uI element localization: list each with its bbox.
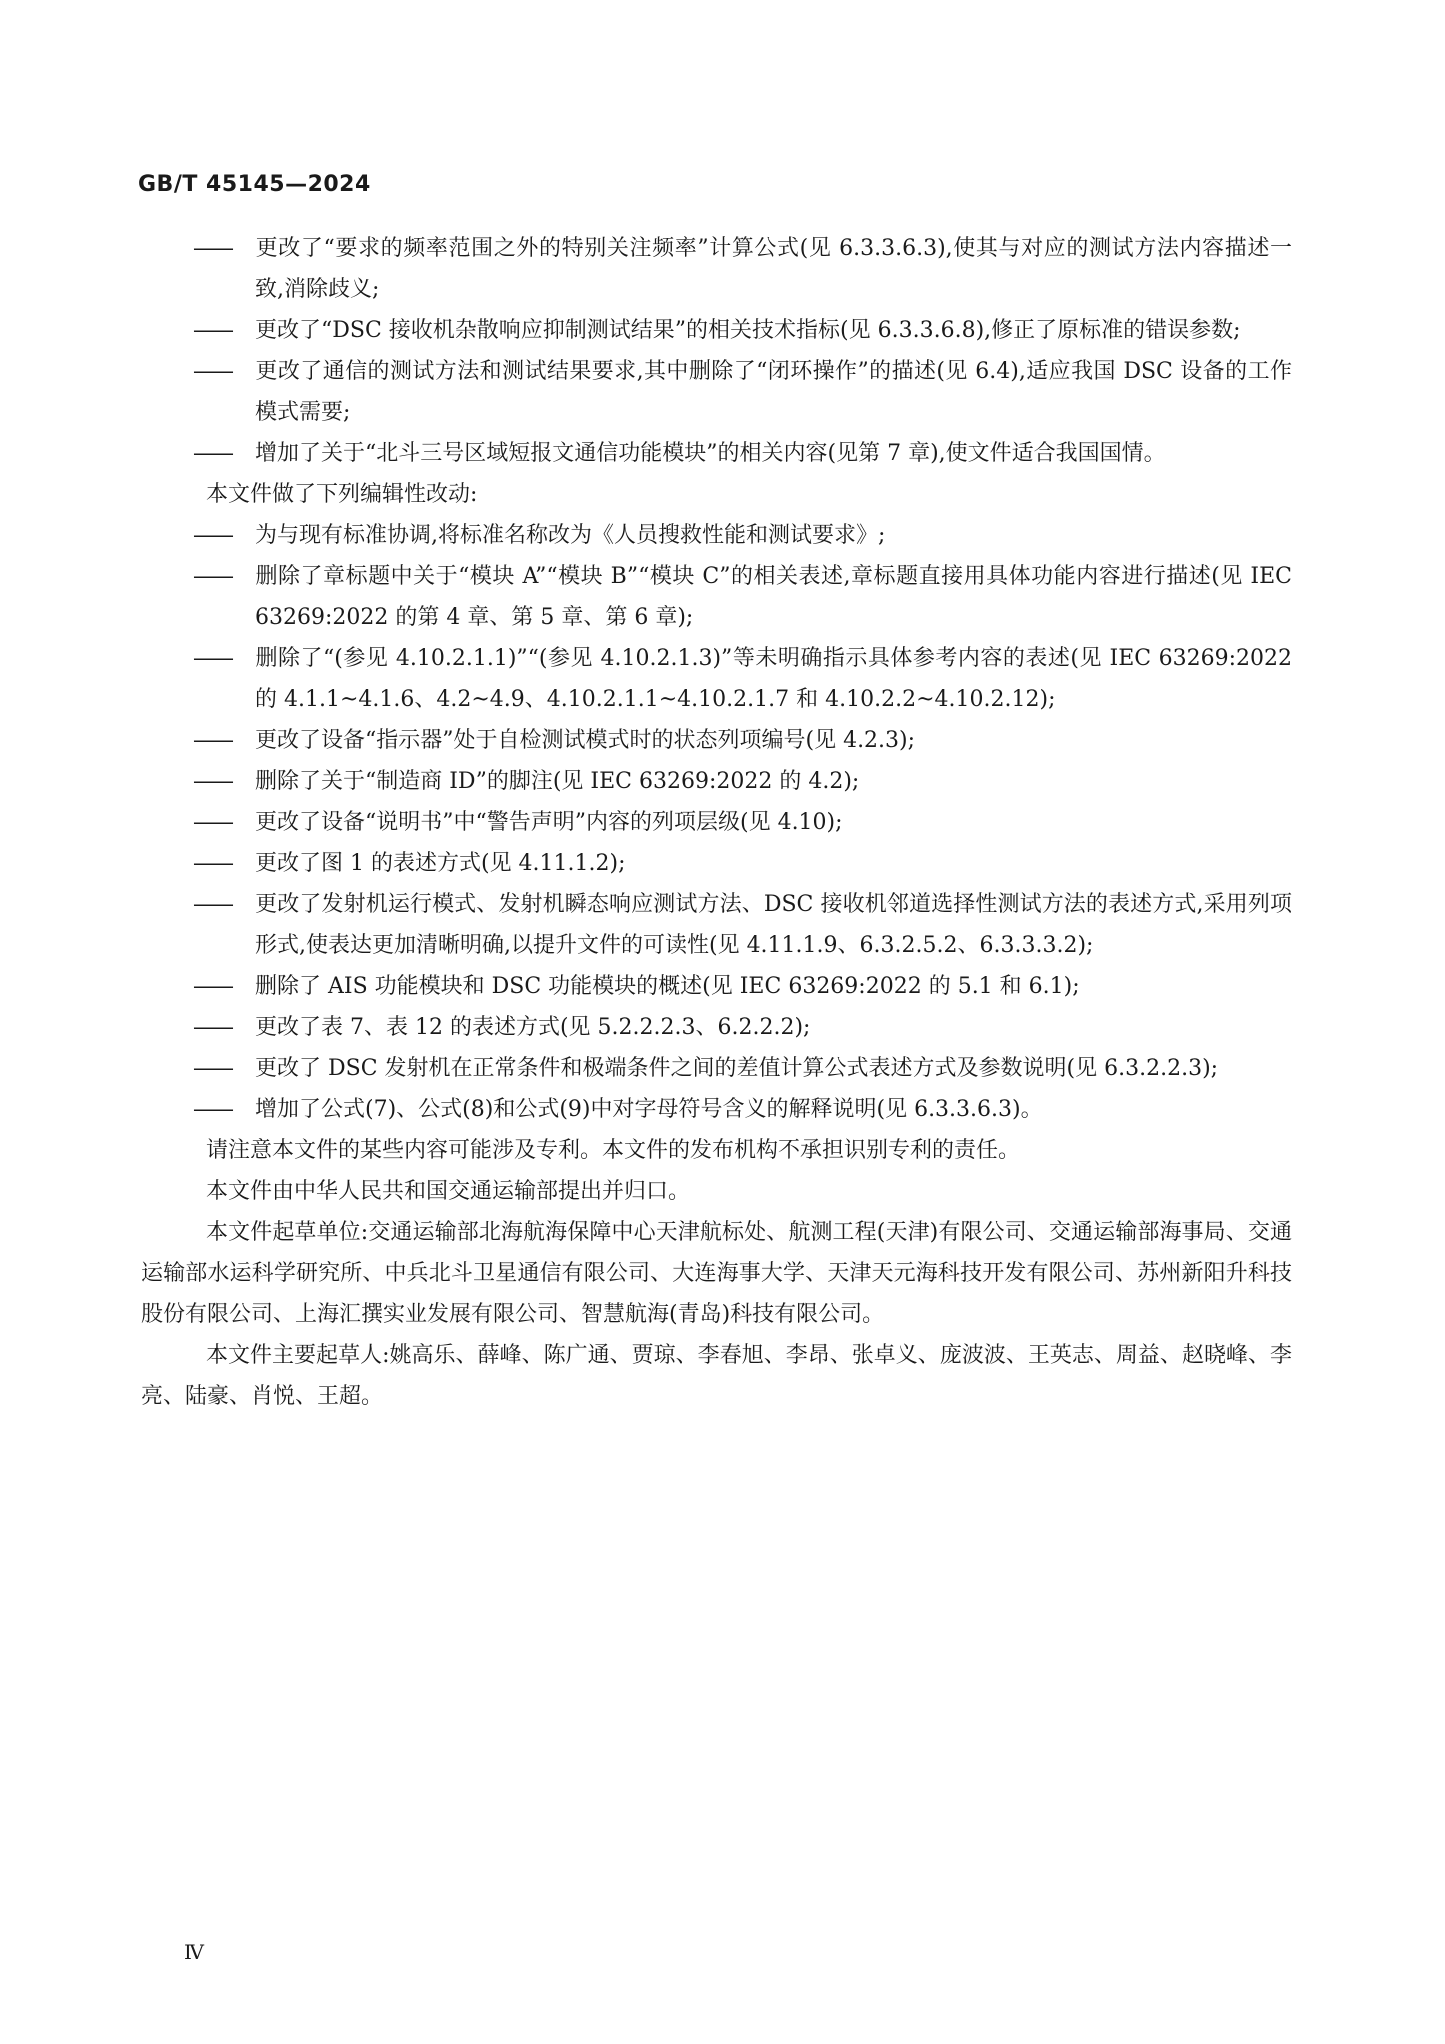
- dash-marker: ——: [193, 646, 231, 671]
- dash-marker: ——: [193, 974, 231, 999]
- list-item-text: 删除了 AIS 功能模块和 DSC 功能模块的概述(见 IEC 63269:2022 的 5.1 和 6.1);: [255, 974, 1080, 999]
- drafting-units: 本文件起草单位:交通运输部北海航海保障中心天津航标处、航测工程(天津)有限公司、交通运输部海事局、交通运输部水运科学研究所、中兵北斗卫星通信有限公司、大连海事大学、天津天元海科技开发有限公司、苏州新阳升科技股份有限公司、上海汇撰实业发展有限公司、智慧航海(青岛)科技有限公司。: [141, 1220, 1292, 1327]
- list-item-text: 为与现有标准协调,将标准名称改为《人员搜救性能和测试要求》;: [255, 523, 886, 548]
- list-item: [152, 556, 1292, 638]
- editorial-changes-list: [152, 515, 1292, 1130]
- page-number: Ⅳ: [184, 1940, 204, 1964]
- patent-note: 请注意本文件的某些内容可能涉及专利。本文件的发布机构不承担识别专利的责任。: [206, 1138, 1021, 1163]
- dash-marker: ——: [193, 1097, 231, 1122]
- list-item: [152, 884, 1292, 966]
- dash-marker: ——: [193, 564, 231, 589]
- list-item-text: 删除了关于“制造商 ID”的脚注(见 IEC 63269:2022 的 4.2);: [255, 769, 860, 794]
- dash-marker: ——: [193, 769, 231, 794]
- list-item-text: 删除了“(参见 4.10.2.1.1)”“(参见 4.10.2.1.3)”等未明确指示具体参考内容的表述(见 IEC 63269:2022 的 4.1.1~4.1.6、4.2~4.9、4.10.2.1.1~4.10.2.1.7 和 4.10.2.2~4.10.2.12);: [255, 646, 1292, 712]
- list-item: [152, 228, 1292, 310]
- list-item-text: 更改了“要求的频率范围之外的特别关注频率”计算公式(见 6.3.3.6.3),使其与对应的测试方法内容描述一致,消除歧义;: [255, 236, 1292, 302]
- dash-marker: ——: [193, 318, 231, 343]
- list-item: [152, 351, 1292, 433]
- list-item: [152, 1089, 1292, 1130]
- list-item: [152, 310, 1292, 351]
- drafters: 本文件主要起草人:姚高乐、薛峰、陈广通、贾琼、李春旭、李昂、张卓义、庞波波、王英志、周益、赵晓峰、李亮、陆豪、肖悦、王超。: [141, 1343, 1292, 1409]
- dash-marker: ——: [193, 728, 231, 753]
- technical-changes-list: [152, 228, 1292, 474]
- dash-marker: ——: [193, 1056, 231, 1081]
- list-item-text: 更改了 DSC 发射机在正常条件和极端条件之间的差值计算公式表述方式及参数说明(见 6.3.2.2.3);: [255, 1056, 1219, 1081]
- dash-marker: ——: [193, 892, 231, 917]
- list-item-text: 更改了“DSC 接收机杂散响应抑制测试结果”的相关技术指标(见 6.3.3.6.8),修正了原标准的错误参数;: [255, 318, 1241, 343]
- dash-marker: ——: [193, 359, 231, 384]
- list-item-text: 更改了发射机运行模式、发射机瞬态响应测试方法、DSC 接收机邻道选择性测试方法的表述方式,采用列项形式,使表达更加清晰明确,以提升文件的可读性(见 4.11.1.9、6.3.2.5.2、6.3.3.3.2);: [255, 892, 1292, 958]
- dash-marker: ——: [193, 523, 231, 548]
- list-item: [152, 720, 1292, 761]
- dash-marker: ——: [193, 1015, 231, 1040]
- list-item: [152, 802, 1292, 843]
- list-item: [152, 1007, 1292, 1048]
- editorial-intro: 本文件做了下列编辑性改动:: [206, 482, 478, 507]
- dash-marker: ——: [193, 810, 231, 835]
- list-item: [152, 1048, 1292, 1089]
- list-item: [152, 966, 1292, 1007]
- dash-marker: ——: [193, 236, 231, 261]
- list-item-text: 更改了设备“指示器”处于自检测试模式时的状态列项编号(见 4.2.3);: [255, 728, 916, 753]
- list-item: [152, 515, 1292, 556]
- document-id: GB/T 45145—2024: [138, 172, 371, 197]
- list-item: [152, 638, 1292, 720]
- list-item-text: 更改了图 1 的表述方式(见 4.11.1.2);: [255, 851, 626, 876]
- list-item-text: 删除了章标题中关于“模块 A”“模块 B”“模块 C”的相关表述,章标题直接用具体功能内容进行描述(见 IEC 63269:2022 的第 4 章、第 5 章、第 6 章);: [255, 564, 1292, 630]
- list-item-text: 更改了设备“说明书”中“警告声明”内容的列项层级(见 4.10);: [255, 810, 843, 835]
- list-item: [152, 761, 1292, 802]
- list-item-text: 增加了关于“北斗三号区域短报文通信功能模块”的相关内容(见第 7 章),使文件适合我国国情。: [255, 441, 1166, 466]
- document-body: [141, 228, 1292, 1417]
- list-item: [152, 433, 1292, 474]
- dash-marker: ——: [193, 851, 231, 876]
- dash-marker: ——: [193, 441, 231, 466]
- proposer-statement: 本文件由中华人民共和国交通运输部提出并归口。: [206, 1179, 691, 1204]
- list-item-text: 增加了公式(7)、公式(8)和公式(9)中对字母符号含义的解释说明(见 6.3.3.6.3)。: [255, 1097, 1043, 1122]
- list-item-text: 更改了通信的测试方法和测试结果要求,其中删除了“闭环操作”的描述(见 6.4),适应我国 DSC 设备的工作模式需要;: [255, 359, 1292, 425]
- list-item-text: 更改了表 7、表 12 的表述方式(见 5.2.2.2.3、6.2.2.2);: [255, 1015, 811, 1040]
- list-item: [152, 843, 1292, 884]
